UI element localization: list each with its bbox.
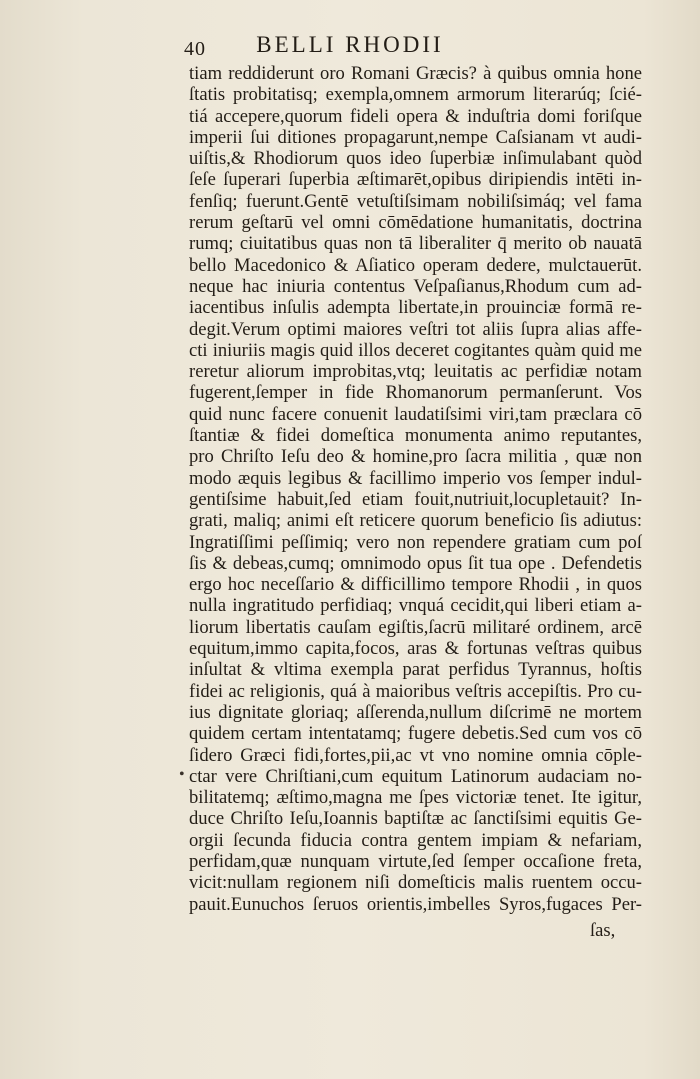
text-line: ſtantiæ & fidei domeſtica monumenta animo reputantes,: [189, 425, 642, 447]
text-line: ius dignitate gloriaq; aſſerenda,nullum diſcrimē ne mortem: [189, 701, 642, 723]
text-line: quidem certam intentatamq; fugere debetis.Sed cum vos cō: [189, 723, 642, 745]
text-line: ctar vere Chriſtiani,cum equitum Latinorum audaciam no-: [189, 765, 642, 787]
text-line: ergo hoc neceſſario & difficillimo tempore Rhodii , in quos: [189, 574, 642, 596]
text-line: orgii ſecunda fiducia contra gentem impiam & nefariam,: [189, 829, 642, 851]
text-line: bello Macedonico & Aſiatico operam dedere, mulctauerūt.: [189, 254, 642, 276]
text-line: cti iniuriis magis quid illos deceret cogitantes quàm quid me: [189, 339, 642, 361]
text-line: ſeſe ſuperari ſuperbia æſtimarēt,opibus diripiendis intēti in-: [189, 169, 642, 191]
text-line: gentiſsime habuit,ſed etiam fouit,nutriuit,locupletauit? In-: [189, 488, 642, 510]
text-line: vicit:nullam regionem niſi domeſticis malis ruentem occu-: [189, 872, 642, 894]
text-line: degit.Verum optimi maiores veſtri tot aliis ſupra alias affe-: [189, 318, 642, 340]
text-line: perfidam,quæ nunquam virtute,ſed ſemper occaſione freta,: [189, 850, 642, 872]
text-line: iacentibus inſulis adempta libertate,in prouinciæ formā re-: [189, 297, 642, 319]
page-number: 40: [184, 38, 206, 60]
text-line: fugerent,ſemper in fide Rhomanorum permanſerunt. Vos: [189, 382, 642, 404]
text-line: quid nunc facere conuenit laudatiſsimi viri,tam præclara cō: [189, 403, 642, 425]
text-line: inſultat & vltima exempla parat perfidus Tyrannus, hoſtis: [189, 659, 642, 681]
text-line: pauit.Eunuchos ſeruos orientis,imbelles Syros,fugaces Per-: [189, 893, 642, 915]
catchword: ſas,: [590, 920, 616, 941]
text-line: fidei ac religionis, quá à maioribus veſtris accepiſtis. Pro cu-: [189, 680, 642, 702]
text-line: rerum geſtarū vel omni cōmēdatione humanitatis, doctrina: [189, 212, 642, 234]
text-line: liorum libertatis cauſam egiſtis,ſacrū militaré ordinem, arcē: [189, 616, 642, 638]
text-line: tiá accepere,quorum fideli opera & induſtria domi foriſque: [189, 105, 642, 127]
text-line: pro Chriſto Ieſu deo & homine,pro ſacra militia , quæ non: [189, 446, 642, 468]
text-line: Ingratiſſimi peſſimiq; vero non rependere gratiam cum poſ: [189, 531, 642, 553]
text-line: reretur aliorum improbitas,vtq; leuitatis ac perfidiæ notam: [189, 361, 642, 383]
text-line: equitum,immo capita,focos, aras & fortunas veſtras quibus: [189, 638, 642, 660]
text-line: fenſiq; fuerunt.Gentē vetuſtiſsimam nobiliſsimáq; vel fama: [189, 190, 642, 212]
text-line: bilitatemq; æſtimo,magna me ſpes victoriæ tenet. Ite igitur,: [189, 787, 642, 809]
text-line: imperii ſui ditiones propagarunt,nempe Caſsianam vt audi-: [189, 126, 642, 148]
text-line: neque hac iniuria contentus Veſpaſianus,Rhodum cum ad-: [189, 275, 642, 297]
text-line: ſis & debeas,cumq; omnimodo opus ſit tua ope . Defendetis: [189, 552, 642, 574]
text-line: nulla ingratitudo perfidiaq; vnquá cecidit,qui liberi etiam a-: [189, 595, 642, 617]
margin-mark: •: [179, 766, 185, 783]
text-line: ſidero Græci fidi,fortes,pii,ac vt vno nomine omnia cōple-: [189, 744, 642, 766]
text-line: tiam reddiderunt oro Romani Græcis? à quibus omnia hone: [189, 63, 642, 84]
text-line: modo æquis legibus & facillimo imperio vos ſemper indul-: [189, 467, 642, 489]
body-text: [189, 63, 642, 915]
running-head: BELLI RHODII: [256, 32, 444, 57]
text-line: duce Chriſto Ieſu,Ioannis baptiſtæ ac ſanctiſsimi equitis Ge-: [189, 808, 642, 830]
text-line: grati, maliq; animi eſt reticere quorum beneficio ſis adiutus:: [189, 510, 642, 532]
text-line: ſtatis probitatisq; exempla,omnem armorum literarúq; ſcié-: [189, 84, 642, 106]
text-line: rumq; ciuitatibus quas non tā liberaliter q̄ merito ob nauatā: [189, 233, 642, 255]
text-line: uiſtis,& Rhodiorum quos ideo ſuperbiæ inſimulabant quòd: [189, 148, 642, 170]
